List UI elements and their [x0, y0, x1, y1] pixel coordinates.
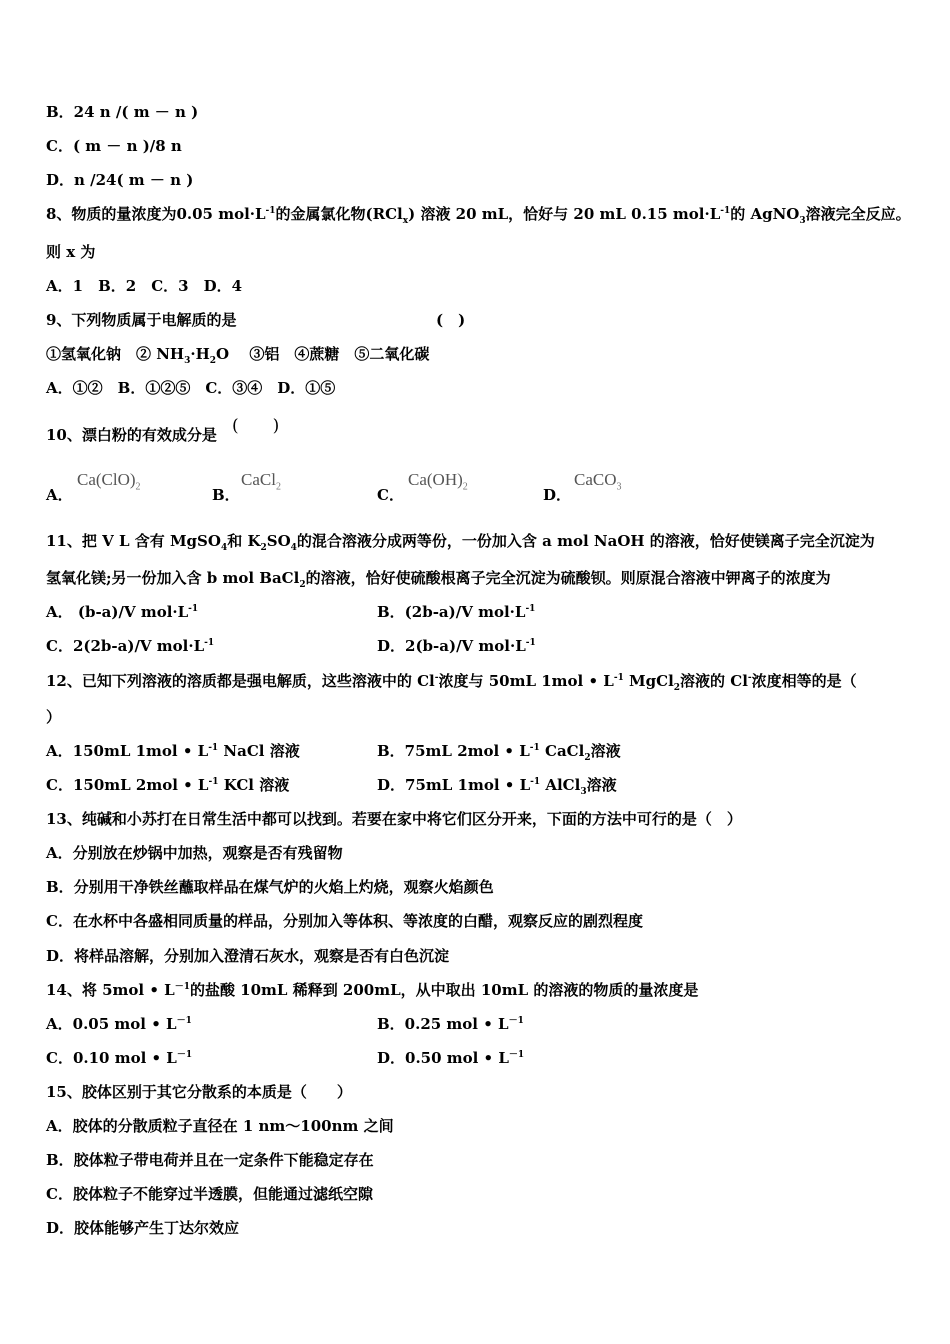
q12-option-a: A．150mL 1mol • $L^{-1}$ NaCl 溶液 [46, 742, 300, 760]
q15-option-d: D．胶体能够产生丁达尔效应 [46, 1219, 240, 1237]
q13-option-a: A．分别放在炒锅中加热，观察是否有残留物 [46, 844, 343, 862]
q11-option-b: B．(2b-a)/V $mol\cdot L^{-1}$ [377, 603, 536, 621]
q7-option-d: D．n /24( m － n ) [46, 171, 194, 189]
q10-option-a-formula: $Ca(ClO)_2$ [77, 470, 141, 493]
q14-option-a: A．0.05 mol • $L^{-1}$ [46, 1015, 192, 1033]
q9-answer-paren: ( ) [436, 311, 466, 329]
q14-option-d: D．0.50 mol • $L^{-1}$ [377, 1049, 525, 1067]
q13-option-c: C．在水杯中各盛相同质量的样品，分别加入等体积、等浓度的白醋，观察反应的剧烈程度 [46, 912, 643, 930]
q12-stem-line1: 12、已知下列溶液的溶质都是强电解质，这些溶液中的 Cl-浓度与 50mL 1mol • $L^{-1}$ MgCl$_2$溶液的 Cl-浓度相等的是（ [46, 672, 857, 693]
q10-option-b-formula: CaCl$_2$ [241, 470, 281, 493]
q13-option-d: D．将样品溶解，分别加入澄清石灰水，观察是否有白色沉淀 [46, 947, 450, 965]
q12-option-c: C．150mL 2mol • $L^{-1}$ KCl 溶液 [46, 776, 290, 794]
q11-stem-line2: 氢氧化镁;另一份加入含 b mol BaCl$_2$的溶液，恰好使硫酸根离子完全沉淀为硫酸钡。则原混合溶液中钾离子的浓度为 [46, 569, 831, 590]
q14-stem: 14、将 5mol • $L^{-1}$的盐酸 10mL 稀释到 200mL，从中取出 10mL 的溶液的物质的量浓度是 [46, 981, 699, 999]
q10-stem: 10、漂白粉的有效成分是 [46, 426, 217, 444]
q12-stem-line2: ） [46, 708, 62, 726]
q11-option-a: A． (b-a)/V $mol\cdot L^{-1}$ [46, 603, 199, 621]
q9-items: ①氢氧化钠 ② $NH_3\cdot H_2O$ ③铝 ④蔗糖 ⑤二氧化碳 [46, 345, 430, 366]
q13-stem: 13、纯碱和小苏打在日常生活中都可以找到。若要在家中将它们区分开来，下面的方法中可行的是（ ） [46, 810, 742, 828]
q15-stem: 15、胶体区别于其它分散系的本质是（ ） [46, 1083, 352, 1101]
q11-stem-line1: 11、把 V L 含有 MgSO$_4$和 $K_2SO_4$的混合溶液分成两等份，一份加入含 a mol NaOH 的溶液，恰好使镁离子完全沉淀为 [46, 532, 875, 553]
q8-stem-cont: 则 x 为 [46, 243, 96, 261]
q14-option-b: B．0.25 mol • $L^{-1}$ [377, 1015, 524, 1033]
q15-option-b: B．胶体粒子带电荷并且在一定条件下能稳定存在 [46, 1151, 374, 1169]
q13-option-b: B．分别用干净铁丝蘸取样品在煤气炉的火焰上灼烧，观察火焰颜色 [46, 878, 494, 896]
q10-option-d-letter: D． [543, 486, 572, 504]
q7-option-b: B．24 n /( m － n ) [46, 103, 199, 121]
q11-option-d: D．2(b-a)/V $mol\cdot L^{-1}$ [377, 637, 536, 655]
q8-options: A．1 B．2 C．3 D．4 [46, 277, 243, 295]
q14-option-c: C．0.10 mol • $L^{-1}$ [46, 1049, 193, 1067]
q15-option-c: C．胶体粒子不能穿过半透膜，但能通过滤纸空隙 [46, 1185, 373, 1203]
q12-option-b: B．75mL 2mol • $L^{-1}$ CaCl$_2$溶液 [377, 742, 621, 763]
q10-option-c-letter: C． [377, 486, 404, 504]
q10-answer-paren: ( ) [232, 416, 280, 436]
q11-option-c: C．2(2b-a)/V $mol\cdot L^{-1}$ [46, 637, 215, 655]
q9-options: A．①② B．①②⑤ C．③④ D．①⑤ [46, 379, 336, 397]
q12-option-d: D．75mL 1mol • $L^{-1}$ AlCl$_3$溶液 [377, 776, 617, 797]
q10-option-a-letter: A． [46, 486, 73, 504]
q9-stem: 9、下列物质属于电解质的是 [46, 311, 237, 329]
q10-option-c-formula: $Ca(OH)_2$ [408, 470, 468, 493]
q7-option-c: C．( m － n )/8 n [46, 137, 182, 155]
q10-option-d-formula: CaCO$_3$ [574, 470, 622, 493]
q10-option-b-letter: B． [212, 486, 240, 504]
q8-stem: 8、物质的量浓度为0.05 $mol\cdot L^{-1}$的金属氯化物(RCl$_x$) 溶液 20 mL，恰好与 20 mL 0.15 $mol\cdot L^{-1}$的 AgNO$_3$溶液完全反应。 [46, 205, 911, 226]
q15-option-a: A．胶体的分散质粒子直径在 1 nm～100nm 之间 [46, 1117, 394, 1135]
